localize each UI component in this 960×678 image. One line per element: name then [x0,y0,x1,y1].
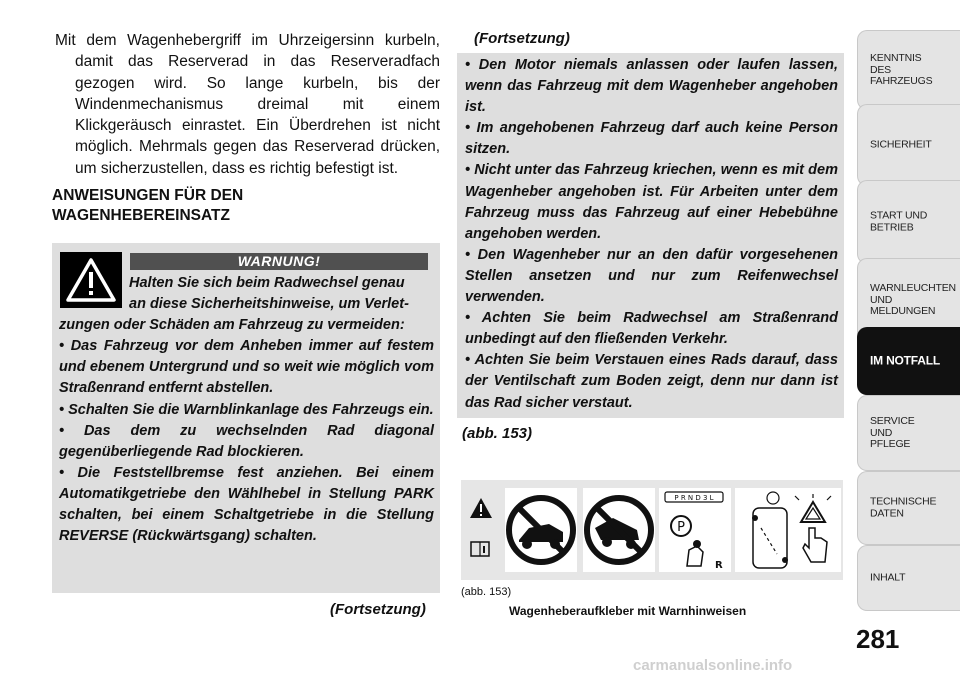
warning-bullet: • Achten Sie beim Radwechsel am Straßenrand unbedingt auf den fließenden Verkehr. [465,310,838,348]
warning-bullet: • Den Wagenheber nur an den dafür vorgesehenen Stellen ansetzen und nur zum Reifenwechsel verwenden. [465,246,838,306]
continued-title: (Fortsetzung) [474,30,570,47]
figure-jack-label [461,480,843,580]
warning-bullet: • Das dem zu wechselnden Rad diagonal gegenüberliegende Rad blockieren. [59,422,434,460]
tab-start-und-betrieb[interactable] [857,180,960,264]
section-heading-line1: ANWEISUNGEN FÜR DEN [52,187,244,204]
figure-label: (abb. 153) [461,586,512,598]
tab-technische-daten[interactable] [857,471,960,545]
warning-title: WARNUNG! [130,253,428,270]
tab-label: WARNLEUCHTEN UND MELDUNGEN [870,281,956,317]
warning-intro-rest: zungen oder Schäden am Fahrzeug zu vermeiden: [59,317,405,334]
warning-box-continued [457,53,844,418]
page-number: 281 [856,624,900,654]
warning-box [52,243,440,593]
warning-intro-line2: an diese Sicherheitshinweise, um Verlet- [129,296,409,313]
tab-sicherheit[interactable] [857,104,960,186]
hazard-switch-icon [791,488,841,572]
reverse-text: R [715,560,723,571]
warning-bullet: • Die Feststellbremse fest anziehen. Bei einem Automatikgetriebe den Wählhebel in Stellung PARK schalten, bei einem Schaltgetriebe in die Stellung REVERSE (Rückwärtsgang) schalten. [59,464,434,545]
park-brake-text: P [677,520,685,535]
tab-label: SERVICE UND PFLEGE [870,414,915,450]
warning-text [59,273,434,547]
figure-reference: (abb. 153) [462,425,533,442]
tab-service-und-pflege[interactable] [857,395,960,471]
tab-label: SICHERHEIT [870,138,932,151]
tab-label: START UND BETRIEB [870,209,928,233]
warning-intro [129,273,434,315]
tab-im-notfall[interactable] [857,327,960,395]
tab-label: TECHNISCHE DATEN [870,495,937,519]
manual-book-icon [471,542,489,556]
warning-bullet: • Nicht unter das Fahrzeug kriechen, wenn es mit dem Wagenheber angehoben ist. Für Arbeiten unter dem Fahrzeug muss das Fahrzeug auf einer Hebebühne angehoben werden. [465,162,838,242]
tab-label: IM NOTFALL [870,353,940,368]
warning-bullet: • Achten Sie beim Verstauen eines Rads darauf, dass der Ventilschaft zum Boden zeigt, denn nur dann ist das Rad sicher verstaut. [465,352,838,411]
watermark: carmanualsonline.info [633,657,793,674]
gear-selector-text: P R N D 3 L [674,494,714,502]
figure-side-icons [461,480,501,580]
intro-text [55,30,440,179]
warning-bullet: • Den Motor niemals anlassen oder laufen lassen, wenn das Fahrzeug mit dem Wagenheber angehoben ist. [465,57,838,116]
tab-label: KENNTNIS DES FAHRZEUGS [870,51,933,87]
chapter-tabs [857,30,960,652]
warning-bullet: • Das Fahrzeug vor dem Anheben immer auf festem und ebenem Untergrund und so weit wie möglich vom Straßenrand entfernt abstellen. [59,338,434,397]
warning-bullet: • Schalten Sie die Warnblinkanlage des Fahrzeugs ein. [59,401,434,418]
tab-kenntnis-des-fahrzeugs[interactable] [857,30,960,110]
continued-label: (Fortsetzung) [330,601,426,618]
figure-caption: Wagenheberaufkleber mit Warnhinweisen [509,604,747,618]
no-crawling-under-icon [583,488,655,572]
tab-label: INHALT [870,571,906,584]
warning-intro-line1: Halten Sie sich beim Radwechsel genau [129,275,405,291]
warning-triangle-icon [470,498,492,518]
tab-inhalt[interactable] [857,545,960,611]
warning-bullet: • Im angehobenen Fahrzeug darf auch keine Person sitzen. [465,120,838,158]
section-heading-line2: WAGENHEBEREINSATZ [52,207,230,224]
intro-paragraph: Mit dem Wagenhebergriff im Uhrzeigersinn kurbeln, damit das Reserverad in das Reserveradfach gezogen wird. So lange kurbeln, bis der Windenmechanismus dreimal mit einem Klickgeräusch einrastet. Ein Überdrehen ist nicht möglich. Mehrmals gegen das Reserverad drücken, um sicherzustellen, dass es richtig befestigt ist. [55,32,440,177]
park-gear-icon [659,488,731,572]
section-heading [52,186,432,226]
no-engine-running-icon [505,488,577,572]
